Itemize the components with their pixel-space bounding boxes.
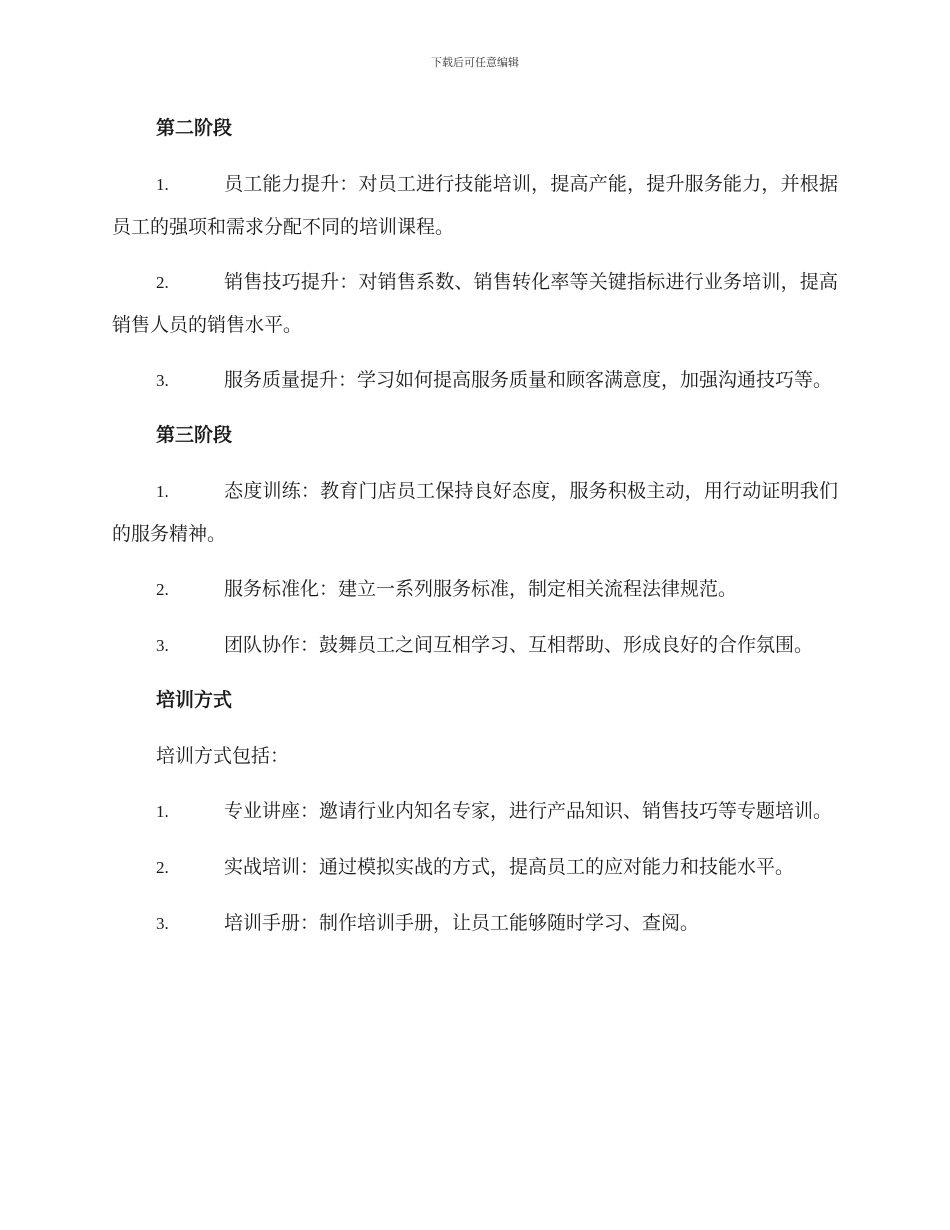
section-title: 第二阶段 bbox=[156, 117, 233, 139]
list-item bbox=[112, 261, 838, 346]
item-text: 培训手册：制作培训手册，让员工能够随时学习、查阅。 bbox=[224, 912, 700, 934]
item-text: 服务标准化：建立一系列服务标准，制定相关流程法律规范。 bbox=[224, 578, 738, 600]
item-text: 员工能力提升：对员工进行技能培训，提高产能，提升服务能力，并根据员工的强项和需求分配不同的培训课程。 bbox=[112, 173, 838, 238]
item-text: 态度训练：教育门店员工保持良好态度，服务积极主动，用行动证明我们的服务精神。 bbox=[112, 480, 838, 545]
list-item bbox=[112, 902, 838, 945]
list-item bbox=[112, 624, 838, 667]
item-number: 3. bbox=[156, 914, 169, 933]
item-text: 实战培训：通过模拟实战的方式，提高员工的应对能力和技能水平。 bbox=[224, 856, 795, 878]
item-text: 团队协作：鼓舞员工之间互相学习、互相帮助、形成良好的合作氛围。 bbox=[224, 634, 814, 656]
list-item bbox=[112, 790, 838, 833]
list-item bbox=[112, 568, 838, 611]
page-header: 下载后可任意编辑 bbox=[431, 56, 519, 69]
list-item bbox=[112, 359, 838, 402]
item-number: 1. bbox=[156, 802, 169, 821]
item-number: 1. bbox=[156, 482, 169, 501]
item-number: 3. bbox=[156, 371, 169, 390]
section-title: 培训方式 bbox=[156, 689, 233, 711]
item-number: 2. bbox=[156, 580, 169, 599]
section-intro: 培训方式包括： bbox=[156, 745, 290, 767]
document-body bbox=[112, 108, 838, 958]
item-number: 2. bbox=[156, 273, 169, 292]
item-number: 2. bbox=[156, 858, 169, 877]
item-number: 3. bbox=[156, 636, 169, 655]
item-number: 1. bbox=[156, 175, 169, 194]
item-text: 服务质量提升：学习如何提高服务质量和顾客满意度，加强沟通技巧等。 bbox=[224, 369, 833, 391]
list-item bbox=[112, 163, 838, 248]
list-item bbox=[112, 470, 838, 555]
item-text: 专业讲座：邀请行业内知名专家，进行产品知识、销售技巧等专题培训。 bbox=[224, 800, 833, 822]
list-item bbox=[112, 846, 838, 889]
item-text: 销售技巧提升：对销售系数、销售转化率等关键指标进行业务培训，提高销售人员的销售水平。 bbox=[112, 271, 838, 336]
section-title: 第三阶段 bbox=[156, 424, 233, 446]
